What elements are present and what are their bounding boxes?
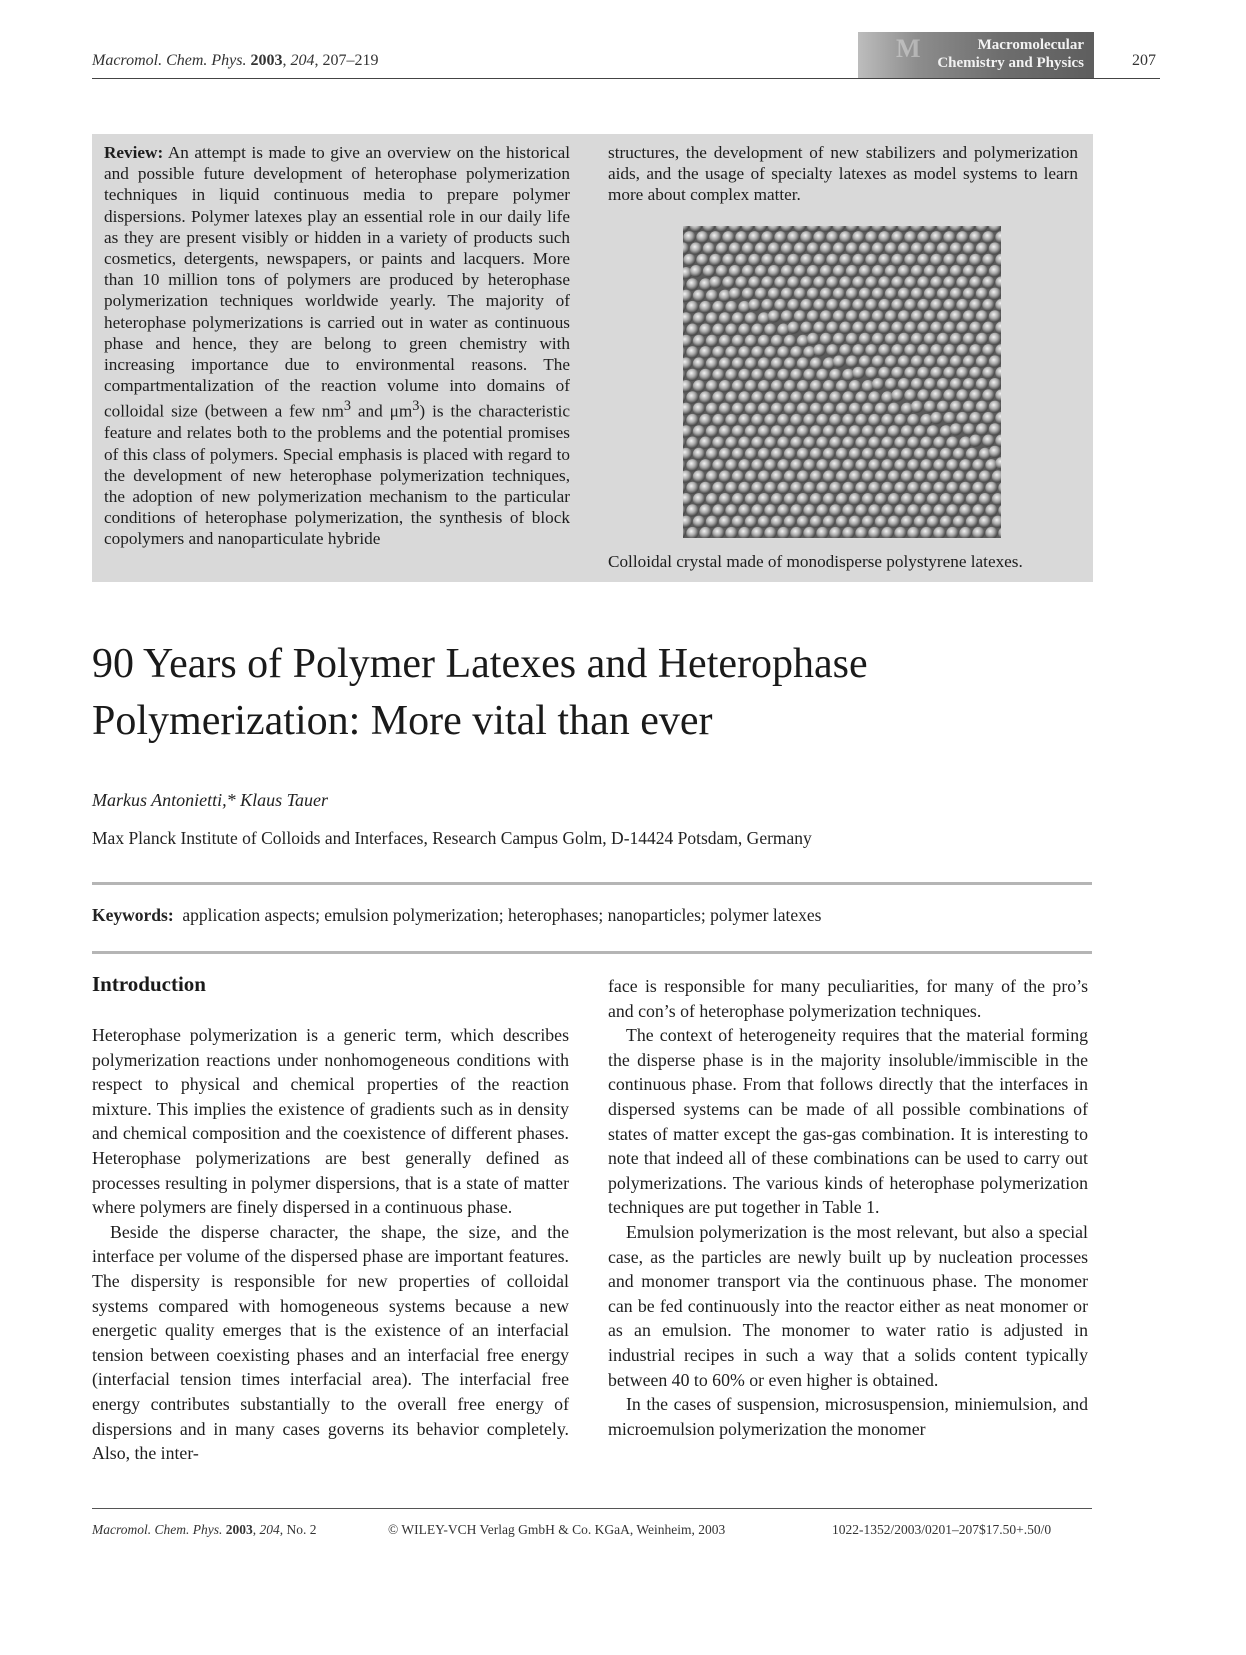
paragraph: Beside the disperse character, the shape, the size, and the interface per volume of the dispersed phase are important features. The dispersity is responsible for new properties of colloidal systems compared with homogeneous systems because a new energetic quality emerges that is the existence of an interfacial tension between coexisting phases and an interfacial free energy (interfacial tension times interfacial area). The interfacial free energy contributes substantially to the overall free energy of dispersions and in many cases governs its behavior completely. Also, the inter- (92, 1221, 569, 1464)
footer-issue: , No. 2 (279, 1522, 317, 1537)
logo-line-1: Macromolecular (977, 37, 1084, 53)
abstract-label: Review: (104, 143, 164, 162)
body-left-column (92, 1023, 569, 1466)
keywords-text: application aspects; emulsion polymerization; heterophases; nanoparticles; polymer latexes (182, 905, 822, 925)
header-volume: 204 (290, 52, 315, 69)
abstract-left-column (104, 142, 570, 550)
paragraph: In the cases of suspension, microsuspension, miniemulsion, and microemulsion polymerization the monomer (608, 1394, 1088, 1439)
logo-letter: M (896, 34, 921, 63)
colloidal-crystal-image (683, 226, 1001, 538)
footer-rule (92, 1508, 1092, 1509)
paragraph: Heterophase polymerization is a generic term, which describes polymerization reactions under nonhomogeneous conditions with respect to physical and chemical properties of the reaction mixture. This implies the existence of gradients such as in density and chemical composition and the coexistence of different phases. Heterophase polymerizations are best generally defined as processes resulting in polymer dispersions, that is a state of matter where polymers are finely dispersed in a continuous phase. (92, 1025, 569, 1218)
logo-line-2: Chemistry and Physics (937, 55, 1084, 71)
body-right-column (608, 974, 1088, 1441)
footer-year: 2003 (225, 1522, 253, 1537)
footer-code: 1022-1352/2003/0201–207$17.50+.50/0 (832, 1522, 1052, 1537)
abstract-text-b: and μm (351, 402, 413, 422)
abstract-sup-2: 3 (412, 398, 420, 415)
paragraph: face is responsible for many peculiarities, for many of the pro’s and con’s of heterophase polymerization techniques. (608, 976, 1088, 1021)
figure-caption: Colloidal crystal made of monodisperse polystyrene latexes. (608, 552, 1023, 571)
abstract-text-c: ) is the characteristic feature and relates both to the problems and the potential promises of this class of polymers. Special emphasis is placed with regard to the development of new heterophase polymerization techniques, the adoption of new polymerization mechanism to the particular conditions of heterophase polymerization, the synthesis of block copolymers and nanoparticulate hybride (104, 402, 570, 549)
abstract-sup-1: 3 (343, 398, 351, 415)
affiliation: Max Planck Institute of Colloids and Interfaces, Research Campus Golm, D-14424 Potsdam, Germany (92, 828, 812, 848)
keywords-line (92, 905, 821, 926)
section-heading: Introduction (92, 972, 206, 996)
running-header-citation: Macromol. Chem. Phys. 2003, 204, 207–219 (92, 52, 379, 69)
header-year: 2003 (250, 52, 283, 69)
paragraph: Emulsion polymerization is the most relevant, but also a special case, as the particles are newly built up by nucleation processes and monomer transport via the continuous phase. The monomer can be fed continuously into the reactor either as neat monomer or as an emulsion. The monomer to water ratio is adjusted in industrial recipes in such a way that a solids content typically between 40 to 60% or even higher is obtained. (608, 1221, 1088, 1390)
header-journal: Macromol. Chem. Phys. (92, 52, 247, 69)
paragraph: The context of heterogeneity requires that the material forming the disperse phase is in the majority insoluble/immiscible in the continuous phase. From that follows directly that the interfaces in dispersed systems can be made of all possible combinations of states of matter except the gas-gas combination. It is interesting to note that indeed all of these combinations can be used to carry out polymerizations. The various kinds of heterophase polymerization techniques are put together in Table 1. (608, 1025, 1088, 1218)
page-number: 207 (1132, 52, 1156, 69)
abstract-right-column: structures, the development of new stabilizers and polymerization aids, and the usage of specialty latexes as model systems to learn more about complex matter. (608, 143, 1078, 205)
header-pages: 207–219 (322, 52, 379, 69)
footer-citation: Macromol. Chem. Phys. 2003, 204, No. 2 (92, 1522, 317, 1537)
journal-logo (858, 32, 1094, 78)
abstract-text-a: An attempt is made to give an overview on the historical and possible future development of heterophase polymerization techniques in liquid continuous media to prepare polymer dispersions. Polymer latexes play an essential role in our daily life as they are present visibly or hidden in a variety of products such cosmetics, detergents, newspapers, or paints and lacquers. More than 10 million tons of polymers are produced by heterophase polymerization techniques worldwide yearly. The majority of heterophase polymerizations is carried out in water as continuous phase and hence, they are belong to green chemistry with increasing importance due to environmental reasons. The compartmentalization of the reaction volume into domains of colloidal size (between a few nm (104, 143, 570, 422)
keywords-label: Keywords: (92, 905, 174, 925)
authors: Markus Antonietti,* Klaus Tauer (92, 790, 329, 810)
header-rule (92, 78, 1160, 79)
article-title: 90 Years of Polymer Latexes and Heterophase Polymerization: More vital than ever (92, 641, 868, 744)
footer-journal: Macromol. Chem. Phys. (92, 1522, 223, 1537)
footer-volume: 204 (259, 1522, 280, 1537)
keywords-rule-top (92, 882, 1092, 885)
footer-copyright: © WILEY-VCH Verlag GmbH & Co. KGaA, Weinheim, 2003 (388, 1522, 726, 1537)
keywords-rule-bottom (92, 951, 1092, 954)
